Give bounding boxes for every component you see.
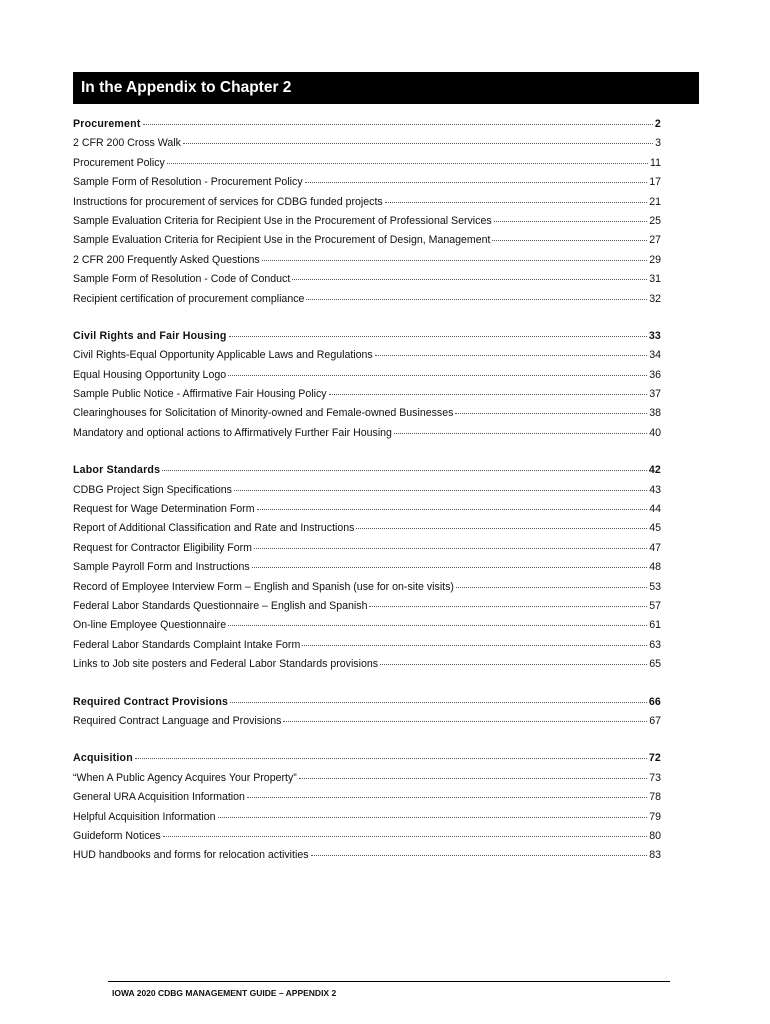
toc-page-number: 73	[649, 771, 661, 784]
toc-entry[interactable]	[73, 600, 661, 619]
dot-leader	[369, 606, 647, 607]
toc-page-number: 66	[648, 695, 661, 708]
toc-entry-label: Request for Contractor Eligibility Form	[73, 541, 252, 554]
toc-page-number: 29	[649, 253, 661, 266]
toc-section-heading[interactable]	[73, 752, 661, 771]
toc-page-number: 34	[649, 349, 661, 362]
toc-entry[interactable]	[73, 581, 661, 600]
toc-page-number: 78	[649, 791, 661, 804]
table-of-contents	[73, 118, 661, 887]
toc-page-number: 65	[649, 658, 661, 671]
toc-page-number: 11	[650, 156, 661, 169]
toc-section-heading[interactable]	[73, 118, 661, 137]
toc-entry-label: Acquisition	[73, 752, 133, 765]
toc-entry[interactable]	[73, 273, 661, 292]
dot-leader	[229, 336, 647, 337]
dot-leader	[262, 260, 648, 261]
dot-leader	[455, 413, 647, 414]
dot-leader	[162, 470, 647, 471]
toc-entry[interactable]	[73, 196, 661, 215]
dot-leader	[254, 548, 647, 549]
toc-entry[interactable]	[73, 561, 661, 580]
dot-leader	[143, 124, 653, 125]
toc-entry[interactable]	[73, 811, 661, 830]
banner-title: In the Appendix to Chapter 2	[81, 79, 292, 96]
toc-entry-label: Federal Labor Standards Questionnaire – English and Spanish	[73, 599, 368, 612]
page-footer: IOWA 2020 CDBG MANAGEMENT GUIDE – APPENDIX 2	[112, 988, 337, 998]
toc-entry-label: Recipient certification of procurement compliance	[73, 292, 305, 305]
dot-leader	[356, 528, 647, 529]
toc-section	[73, 752, 661, 868]
toc-entry-label: Sample Public Notice - Affirmative Fair Housing Policy	[73, 388, 327, 401]
toc-section-heading[interactable]	[73, 330, 661, 349]
toc-entry[interactable]	[73, 619, 661, 638]
toc-entry[interactable]	[73, 542, 661, 561]
toc-entry[interactable]	[73, 484, 661, 503]
dot-leader	[247, 797, 647, 798]
dot-leader	[329, 394, 648, 395]
toc-entry[interactable]	[73, 427, 661, 446]
toc-page-number: 61	[649, 619, 661, 632]
toc-entry-label: Equal Housing Opportunity Logo	[73, 368, 227, 381]
toc-entry[interactable]	[73, 772, 661, 791]
toc-page-number: 17	[649, 176, 661, 189]
toc-entry-label: General URA Acquisition Information	[73, 791, 245, 804]
toc-page-number: 33	[648, 329, 661, 342]
toc-entry[interactable]	[73, 157, 661, 176]
dot-leader	[234, 490, 647, 491]
footer-divider	[108, 981, 670, 982]
dot-leader	[252, 567, 648, 568]
toc-entry-label: Clearinghouses for Solicitation of Minority-owned and Female-owned Businesses	[73, 407, 454, 420]
toc-entry-label: Procurement Policy	[73, 156, 165, 169]
dot-leader	[230, 702, 647, 703]
toc-entry-label: Helpful Acquisition Information	[73, 810, 216, 823]
toc-entry-label: Sample Form of Resolution - Code of Conduct	[73, 273, 291, 286]
dot-leader	[380, 664, 647, 665]
toc-page-number: 25	[649, 214, 661, 227]
toc-page-number: 67	[649, 714, 661, 727]
toc-page-number: 40	[649, 426, 661, 439]
toc-page-number: 72	[648, 752, 661, 765]
toc-entry[interactable]	[73, 658, 661, 677]
toc-entry[interactable]	[73, 407, 661, 426]
toc-entry-label: Guideform Notices	[73, 829, 161, 842]
toc-entry[interactable]	[73, 137, 661, 156]
dot-leader	[305, 182, 648, 183]
toc-page-number: 63	[649, 638, 661, 651]
toc-page-number: 48	[649, 561, 661, 574]
toc-entry[interactable]	[73, 369, 661, 388]
toc-entry-label: On-line Employee Questionnaire	[73, 619, 227, 632]
dot-leader	[494, 221, 648, 222]
toc-entry-label: HUD handbooks and forms for relocation activities	[73, 849, 309, 862]
toc-entry[interactable]	[73, 254, 661, 273]
toc-section	[73, 330, 661, 446]
dot-leader	[228, 625, 647, 626]
toc-page-number: 42	[648, 464, 661, 477]
dot-leader	[394, 433, 647, 434]
toc-entry[interactable]	[73, 791, 661, 810]
toc-entry-label: Sample Form of Resolution - Procurement Policy	[73, 176, 303, 189]
toc-entry-label: Instructions for procurement of services for CDBG funded projects	[73, 195, 383, 208]
toc-page-number: 44	[649, 503, 661, 516]
toc-entry[interactable]	[73, 522, 661, 541]
toc-entry-label: Report of Additional Classification and Rate and Instructions	[73, 522, 355, 535]
appendix-banner	[73, 72, 699, 104]
toc-entry[interactable]	[73, 176, 661, 195]
toc-entry-label: Procurement	[73, 118, 141, 130]
dot-leader	[306, 299, 647, 300]
dot-leader	[492, 240, 647, 241]
dot-leader	[302, 645, 647, 646]
toc-entry-label: CDBG Project Sign Specifications	[73, 483, 232, 496]
toc-page-number: 80	[649, 829, 661, 842]
toc-section-heading[interactable]	[73, 696, 661, 715]
toc-section	[73, 464, 661, 677]
toc-page-number: 43	[649, 483, 661, 496]
dot-leader	[218, 817, 648, 818]
toc-entry-label: Sample Evaluation Criteria for Recipient Use in the Procurement of Professional Services	[73, 214, 492, 227]
dot-leader	[228, 375, 647, 376]
dot-leader	[385, 202, 648, 203]
dot-leader	[135, 758, 647, 759]
toc-entry-label: Sample Payroll Form and Instructions	[73, 561, 250, 574]
toc-page-number: 83	[649, 849, 661, 862]
toc-entry-label: Required Contract Language and Provisions	[73, 714, 282, 727]
dot-leader	[183, 143, 653, 144]
toc-entry[interactable]	[73, 715, 661, 734]
toc-entry-label: Links to Job site posters and Federal Labor Standards provisions	[73, 658, 379, 671]
toc-page-number: 32	[649, 292, 661, 305]
toc-page-number: 79	[649, 810, 661, 823]
toc-section	[73, 118, 661, 312]
toc-entry-label: Sample Evaluation Criteria for Recipient Use in the Procurement of Design, Management	[73, 234, 491, 247]
toc-entry-label: Labor Standards	[73, 464, 161, 477]
toc-entry[interactable]	[73, 639, 661, 658]
toc-entry-label: 2 CFR 200 Cross Walk	[73, 137, 181, 150]
toc-page-number: 27	[649, 234, 661, 247]
toc-page-number: 53	[649, 580, 661, 593]
toc-page-number: 37	[649, 388, 661, 401]
dot-leader	[299, 778, 647, 779]
toc-entry[interactable]	[73, 388, 661, 407]
toc-entry-label: Federal Labor Standards Complaint Intake Form	[73, 638, 301, 651]
toc-entry[interactable]	[73, 349, 661, 368]
dot-leader	[292, 279, 647, 280]
toc-entry[interactable]	[73, 234, 661, 253]
toc-entry-label: Mandatory and optional actions to Affirmatively Further Fair Housing	[73, 426, 392, 439]
dot-leader	[375, 355, 647, 356]
toc-entry[interactable]	[73, 830, 661, 849]
toc-entry-label: Request for Wage Determination Form	[73, 503, 255, 516]
toc-entry-label: 2 CFR 200 Frequently Asked Questions	[73, 253, 260, 266]
toc-section-heading[interactable]	[73, 464, 661, 483]
toc-page-number: 47	[649, 541, 661, 554]
dot-leader	[257, 509, 648, 510]
toc-page-number: 21	[649, 195, 661, 208]
dot-leader	[167, 163, 648, 164]
toc-section	[73, 696, 661, 735]
dot-leader	[283, 721, 647, 722]
toc-page-number: 36	[649, 368, 661, 381]
toc-page-number: 3	[655, 137, 661, 150]
toc-entry-label: Required Contract Provisions	[73, 695, 229, 708]
toc-page-number: 2	[654, 118, 661, 130]
toc-page-number: 57	[649, 599, 661, 612]
dot-leader	[456, 587, 647, 588]
toc-entry[interactable]	[73, 215, 661, 234]
toc-entry[interactable]	[73, 849, 661, 868]
toc-entry-label: Civil Rights-Equal Opportunity Applicable Laws and Regulations	[73, 349, 373, 362]
toc-page-number: 38	[649, 407, 661, 420]
dot-leader	[163, 836, 647, 837]
toc-entry[interactable]	[73, 503, 661, 522]
toc-entry-label: “When A Public Agency Acquires Your Property”	[73, 771, 297, 784]
toc-entry-label: Record of Employee Interview Form – English and Spanish (use for on-site visits)	[73, 580, 454, 593]
toc-page-number: 45	[649, 522, 661, 535]
toc-entry[interactable]	[73, 293, 661, 312]
toc-page-number: 31	[649, 273, 661, 286]
toc-entry-label: Civil Rights and Fair Housing	[73, 329, 227, 342]
dot-leader	[311, 855, 648, 856]
